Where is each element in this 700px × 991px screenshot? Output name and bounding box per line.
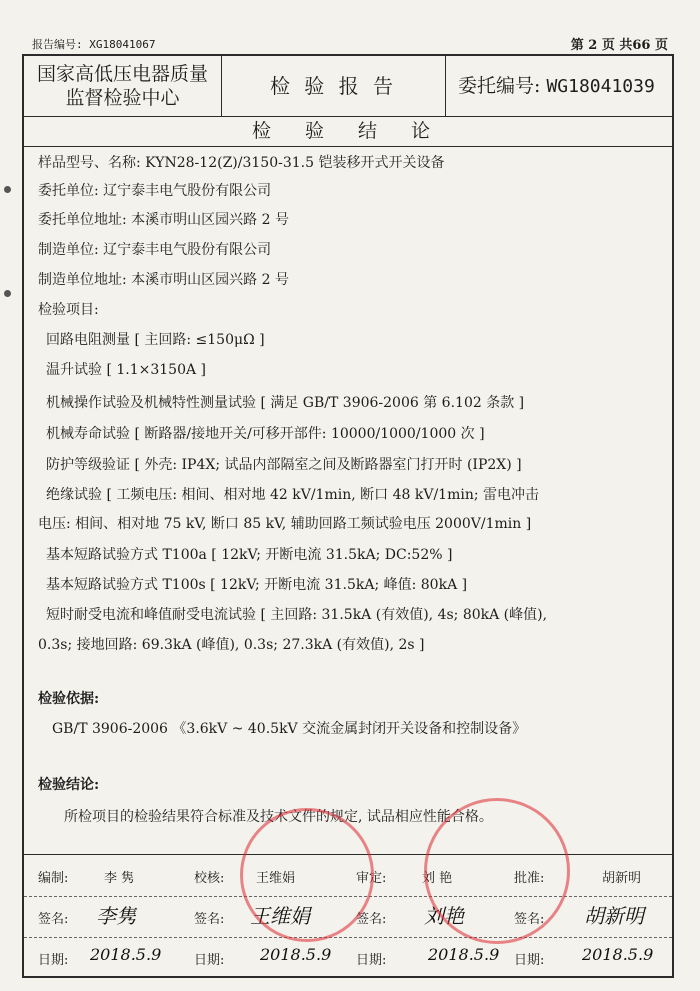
sig-row-dates: [24, 937, 672, 978]
test-item: 绝缘试验 [ 工频电压: 相间、相对地 42 kV/1min, 断口 48 kV/1min; 雷电冲击: [46, 487, 539, 503]
items-label: 检验项目:: [38, 302, 99, 318]
signature-label: 签名:: [38, 912, 69, 927]
test-item: 机械寿命试验 [ 断路器/接地开关/可移开部件: 10000/1000/1000 次 ]: [46, 426, 485, 442]
compile-name: 李 隽: [104, 871, 135, 886]
doc-title: 检 验 报 告: [222, 56, 446, 116]
basis-label: 检验依据:: [38, 691, 100, 707]
handwritten-signature: 胡新明: [584, 904, 644, 928]
basis-text: GB/T 3906-2006 《3.6kV ~ 40.5kV 交流金属封闭开关设备和控制设备》: [52, 721, 527, 737]
compile-label: 编制:: [38, 871, 69, 886]
entrust-label: 委托编号:: [458, 75, 541, 97]
test-item: 短时耐受电流和峰值耐受电流试验 [ 主回路: 31.5kA (有效值), 4s; 80kA (峰值),: [46, 607, 548, 623]
entrust-number: [446, 56, 676, 116]
report-number: 报告编号: XG18041067: [32, 38, 156, 51]
red-seal-stamp: [240, 808, 374, 942]
test-item: 回路电阻测量 [ 主回路: ≤150μΩ ]: [46, 332, 265, 348]
test-item: 温升试验 [ 1.1×3150A ]: [46, 362, 207, 378]
date-label: 日期:: [514, 953, 545, 968]
top-meta: [32, 34, 668, 52]
test-item: 防护等级验证 [ 外壳: IP4X; 试品内部隔室之间及断路器室门打开时 (IP2X) ]: [46, 457, 522, 473]
review-label: 审定:: [356, 871, 387, 886]
org-line-1: 国家高低压电器质量: [36, 63, 208, 85]
handwritten-signature: 刘艳: [424, 904, 464, 928]
test-item-continued: 电压: 相间、相对地 75 kV, 断口 85 kV, 辅助回路工频试验电压 2000V/1min ]: [38, 516, 532, 532]
review-name: 刘 艳: [422, 871, 453, 886]
signature-label: 签名:: [514, 912, 545, 927]
date-label: 日期:: [194, 953, 225, 968]
field-model: 样品型号、名称: KYN28-12(Z)/3150-31.5 铠装移开式开关设备: [38, 155, 445, 171]
test-item: 基本短路试验方式 T100a [ 12kV; 开断电流 31.5kA; DC:52% ]: [46, 547, 453, 563]
section-title: 检 验 结 论: [24, 116, 672, 147]
conclusion-text: 所检项目的检验结果符合标准及技术文件的规定, 试品相应性能合格。: [64, 809, 493, 825]
conclusion-label: 检验结论:: [38, 777, 100, 793]
handwritten-date: 2018.5.9: [90, 945, 162, 964]
entrust-value: WG18041039: [546, 76, 655, 97]
handwritten-signature: 王维娟: [250, 904, 310, 928]
signature-label: 签名:: [356, 912, 387, 927]
report-header: [24, 56, 672, 117]
org-name: [24, 56, 222, 116]
signature-label: 签名:: [194, 912, 225, 927]
handwritten-date: 2018.5.9: [582, 945, 654, 964]
org-line-2: 监督检验中心: [65, 87, 180, 109]
test-item: 机械操作试验及机械特性测量试验 [ 满足 GB/T 3906-2006 第 6.102 条款 ]: [46, 395, 525, 411]
handwritten-date: 2018.5.9: [428, 945, 500, 964]
date-label: 日期:: [356, 953, 387, 968]
red-seal-stamp: [424, 798, 570, 944]
binding-hole: [4, 186, 11, 193]
page-info: 第 2 页 共66 页: [570, 38, 668, 53]
test-item: 基本短路试验方式 T100s [ 12kV; 开断电流 31.5kA; 峰值: 80kA ]: [46, 577, 468, 593]
field-maker: 制造单位: 辽宁泰丰电气股份有限公司: [38, 242, 272, 258]
approve-label: 批准:: [514, 871, 545, 886]
field-client-address: 委托单位地址: 本溪市明山区园兴路 2 号: [38, 212, 289, 228]
check-label: 校核:: [194, 871, 225, 886]
field-client: 委托单位: 辽宁泰丰电气股份有限公司: [38, 183, 272, 199]
test-item-continued: 0.3s; 接地回路: 69.3kA (峰值), 0.3s; 27.3kA (有效值), 2s ]: [38, 637, 425, 653]
check-name: 王维娟: [256, 871, 296, 886]
handwritten-signature: 李隽: [96, 904, 136, 928]
field-maker-address: 制造单位地址: 本溪市明山区园兴路 2 号: [38, 272, 289, 288]
binding-hole: [4, 290, 11, 297]
handwritten-date: 2018.5.9: [260, 945, 332, 964]
approve-name: 胡新明: [602, 871, 642, 886]
date-label: 日期:: [38, 953, 69, 968]
